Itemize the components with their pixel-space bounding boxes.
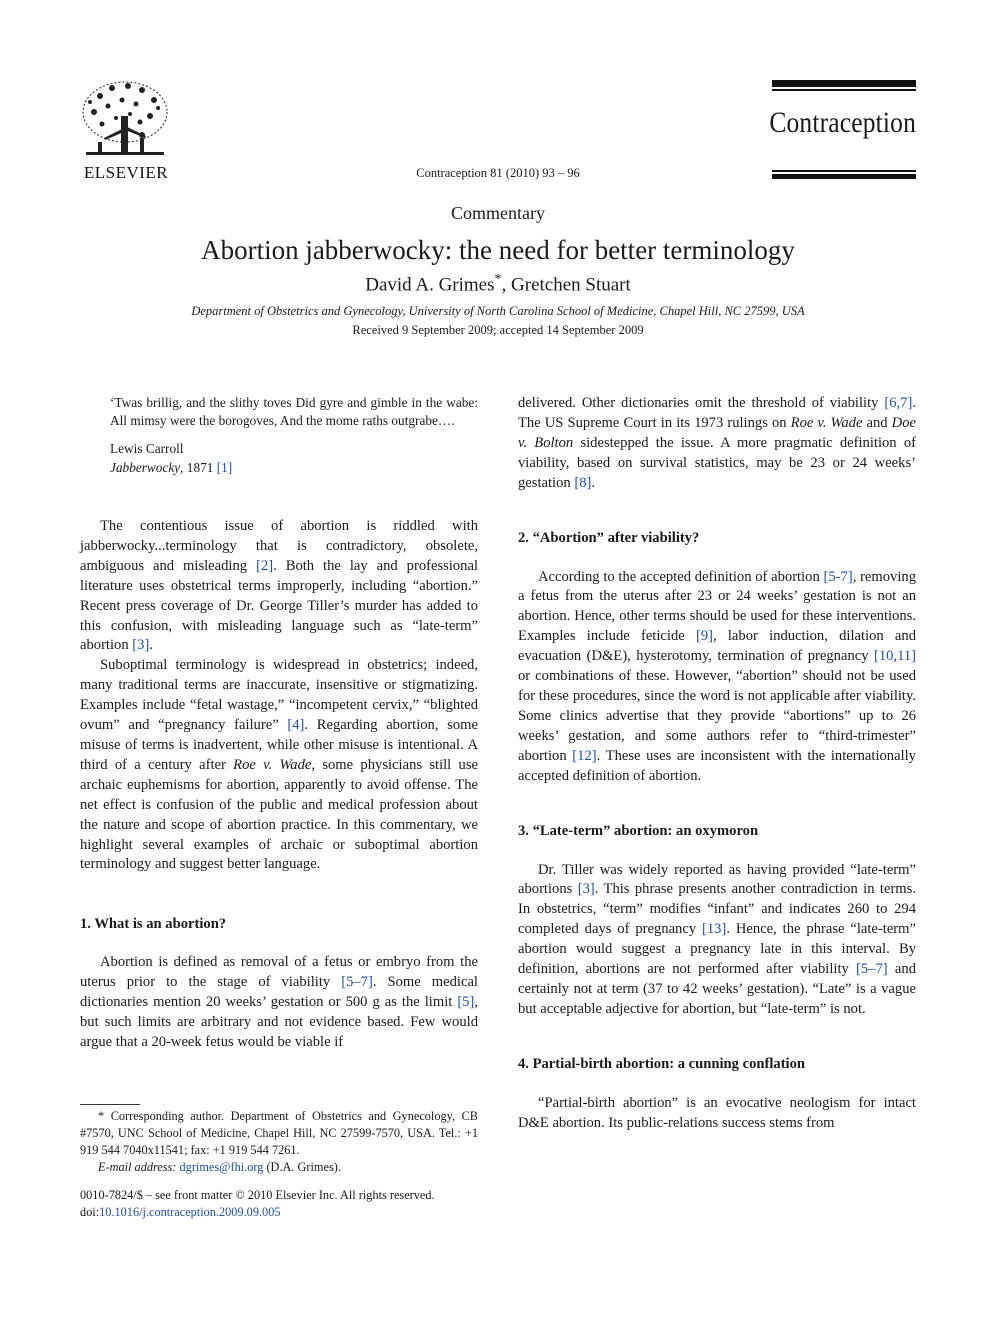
citation-link[interactable]: [3] (132, 637, 150, 654)
citation-link[interactable]: [6,7] (884, 395, 913, 411)
author-list (0, 272, 990, 296)
author-name: David A. Grimes (365, 274, 495, 296)
citation-link[interactable]: [5] (457, 994, 475, 1011)
author-separator: , (501, 274, 512, 296)
intro-paragraph: The contentious issue of abortion is riddled with jabberwocky...terminology that is contradictory, obsolete, ambiguous and misleading [2]. Both the lay and professional literature uses obstetrical terms improperly, including “abortion.” Recent press coverage of Dr. George Tiller’s murder has added to this confusion, with misleading language such as “late-term” abortion [3]. (80, 518, 478, 654)
section-paragraph: Dr. Tiller was widely reported as having provided “late-term” abortions [3]. This phrase presents another contradiction in terms. In obstetrics, “term” modifies “infant” and indicates 260 to 294 completed days of pregnancy [13]. Hence, the phrase “late-term” abortion would suggest a pregnancy late in this interval. By definition, abortions are not performed after viability [5–7] and certainly not at term (37 to 42 weeks’ gestation). “Late” is a vague but acceptable adjective for abortion, but “late-term” is not. (518, 861, 916, 1017)
citation-link[interactable]: [4] (287, 717, 305, 734)
article-title: Abortion jabberwocky: the need for better terminology (201, 235, 795, 265)
citation-link[interactable]: [2] (256, 557, 274, 574)
header-rule (772, 89, 916, 91)
citation-link[interactable]: [10,11] (873, 648, 916, 665)
epigraph (110, 394, 478, 477)
section-paragraph: Abortion is defined as removal of a fetus or embryo from the uterus prior to the stage of viability [5–7]. Some medical dictionaries mention 20 weeks’ gestation or 500 g as the limit [5], but such limits are arbitrary and not evidence based. Few would argue that a 20-week fetus would be viable if (80, 954, 478, 1050)
citation-link[interactable]: [9] (695, 628, 713, 645)
section-heading: 4. Partial-birth abortion: a cunning conflation (518, 1055, 806, 1072)
affiliation: Department of Obstetrics and Gynecology, University of North Carolina School of Medicine, Chapel Hill, NC 27599, USA (191, 304, 805, 318)
section-heading: 3. “Late-term” abortion: an oxymoron (518, 822, 759, 839)
publisher-name: ELSEVIER (83, 163, 169, 182)
header-rule (772, 170, 916, 172)
received-dates: Received 9 September 2009; accepted 14 September 2009 (352, 323, 644, 337)
citation-link[interactable]: [5–7] (856, 961, 888, 978)
copyright-line: 0010-7824/$ – see front matter © 2010 Elsevier Inc. All rights reserved. (80, 1188, 435, 1202)
epigraph-attribution: Lewis Carroll (110, 441, 184, 457)
epigraph-quote: ‘Twas brillig, and the slithy toves Did gyre and gimble in the wabe: All mimsy were the borogoves, And the mome raths outgrabe…. (110, 395, 478, 429)
article-type: Commentary (451, 203, 545, 223)
section-heading: 1. What is an abortion? (80, 916, 227, 933)
corresponding-author-mark[interactable]: * (494, 272, 502, 287)
journal-citation: Contraception 81 (2010) 93 – 96 (416, 166, 580, 180)
journal-name: Contraception (769, 106, 916, 139)
section-paragraph: delivered. Other dictionaries omit the threshold of viability [6,7]. The US Supreme Court in its 1973 rulings on Roe v. Wade and Doe v. Bolton sidestepped the issue. A more pragmatic definition of viability, based on survival statistics, may be 23 or 24 weeks’ gestation [8]. (518, 395, 916, 491)
email-label: E-mail address: (98, 1159, 177, 1174)
copyright (80, 1187, 478, 1221)
citation-link[interactable]: [13] (702, 921, 727, 938)
citation-link[interactable]: [3] (577, 881, 595, 898)
section-paragraph: “Partial-birth abortion” is an evocative neologism for intact D&E abortion. Its public-relations success stems from (518, 1094, 916, 1131)
author-name: Gretchen Stuart (511, 274, 631, 296)
epigraph-source: Jabberwocky, 1871 [1] (110, 459, 233, 475)
doi-line: doi:10.1016/j.contraception.2009.09.005 (80, 1204, 281, 1219)
left-column (80, 517, 478, 1053)
citation-link[interactable]: [5-7] (823, 568, 853, 585)
footnote-mark: * (98, 1109, 111, 1123)
citation-link[interactable]: [12] (572, 747, 597, 764)
footnote-rule (80, 1104, 140, 1105)
citation-link[interactable]: [5–7] (341, 974, 373, 991)
citation-link[interactable]: [8] (574, 474, 592, 491)
epigraph-work: Jabberwocky (110, 459, 181, 475)
section-paragraph: According to the accepted definition of abortion [5-7], removing a fetus from the uterus after 23 or 24 weeks’ gestation is not an abortion. Hence, other terms should be used for these interventions. Examples include feticide [9], labor induction, dilation and evacuation (D&E), hysterotomy, termination of pregnancy [10,11] or combinations of these. However, “abortion” should not be used for these procedures, since the word is not applicable after viability. Some clinics advertise that they provide “abortions” up to 26 weeks’ gestation, and some authors refer to “third-trimester” abortion [12]. These uses are inconsistent with the internationally accepted definition of abortion. (518, 568, 917, 784)
footnote: * Corresponding author. Department of Obstetrics and Gynecology, CB #7570, UNC School of Medicine, Chapel Hill, NC 27599-7570, USA. Tel.: +1 919 544 7040x11541; fax: +1 919 544 7261. E-mail address: dgrimes@fhi.org (D.A. Grimes). (80, 1109, 478, 1174)
doi-link[interactable]: 10.1016/j.contraception.2009.09.005 (99, 1204, 281, 1219)
citation-link[interactable]: [1] (216, 459, 233, 475)
header-rule (772, 80, 916, 87)
section-heading: 2. “Abortion” after viability? (518, 529, 700, 546)
footnote-text: Corresponding author. Department of Obstetrics and Gynecology, CB #7570, UNC School of Medicine, Chapel Hill, NC 27599-7570, USA. Tel.: +1 919 544 7040x11541; fax: +1 919 544 7261. (80, 1109, 478, 1157)
right-column (518, 394, 916, 1134)
intro-paragraph: Suboptimal terminology is widespread in obstetrics; indeed, many traditional terms are inaccurate, insensitive or stigmatizing. Examples include “fetal wastage,” “incompetent cervix,” “blighted ovum” and “pregnancy failure” [4]. Regarding abortion, some misuse of terms is inadvertent, while other misuse is intentional. A third of a century after Roe v. Wade, some physicians still use archaic euphemisms for abortion, apparently to avoid offense. The net effect is confusion of the public and medical profession about the nature and scope of abortion practice. In this commentary, we highlight several examples of archaic or suboptimal abortion terminology and suggest better language. (80, 657, 478, 873)
header-rule (772, 174, 916, 179)
email-link[interactable]: dgrimes@fhi.org (179, 1159, 264, 1174)
